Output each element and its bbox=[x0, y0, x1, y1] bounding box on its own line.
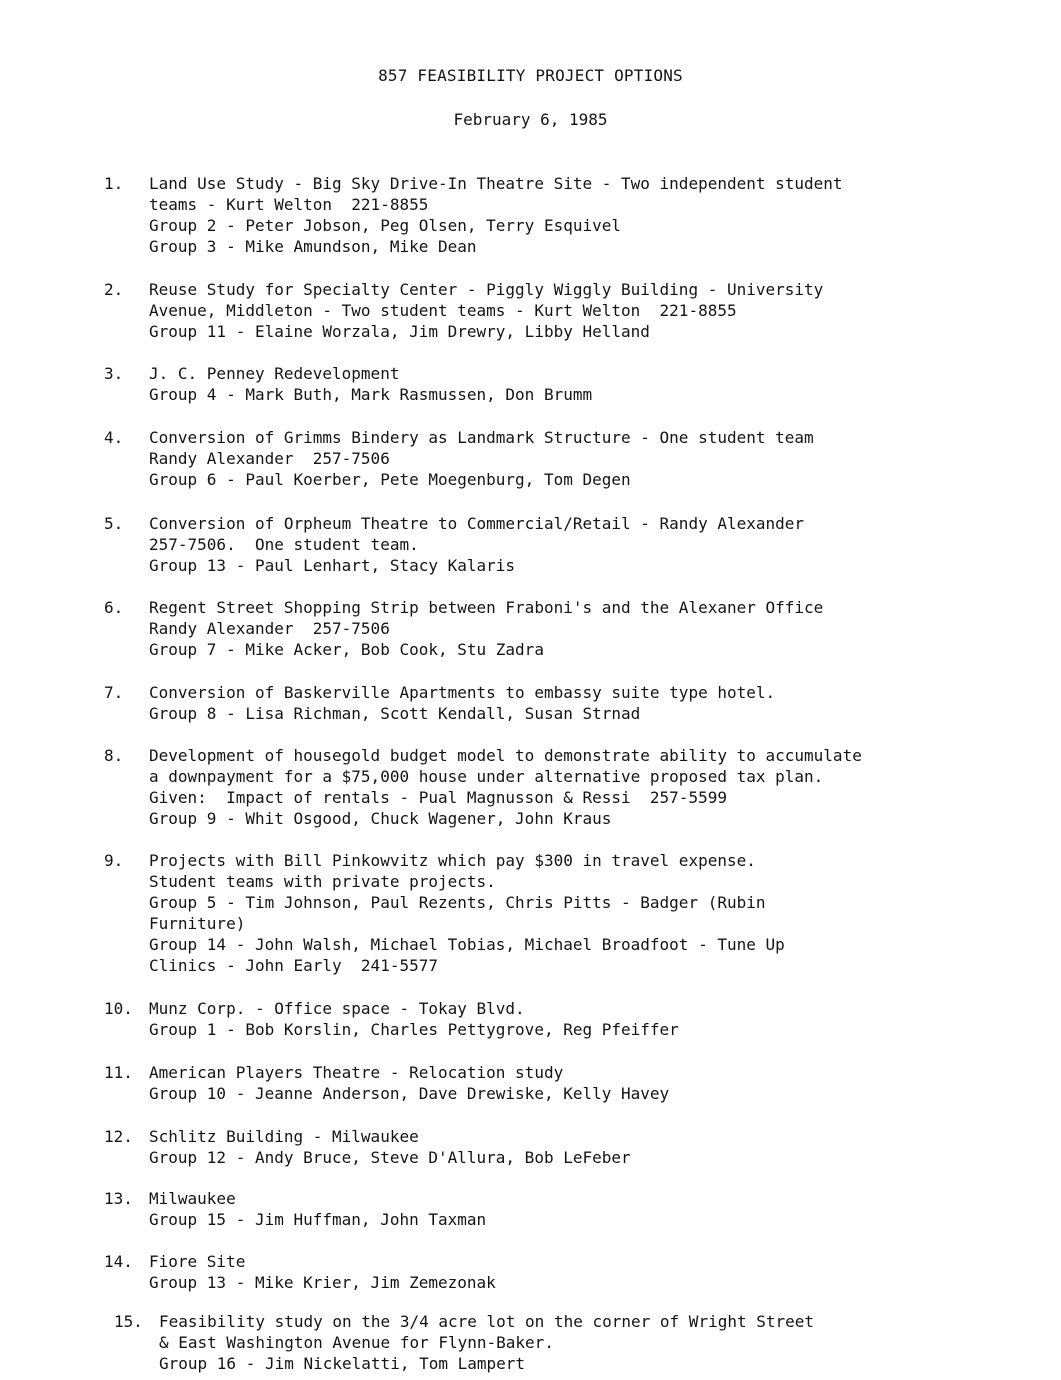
item-line: Group 3 - Mike Amundson, Mike Dean bbox=[149, 237, 477, 256]
item-line: Group 2 - Peter Jobson, Peg Olsen, Terry Esquivel bbox=[149, 216, 622, 235]
item-line: Group 9 - Whit Osgood, Chuck Wagener, John Kraus bbox=[149, 809, 612, 828]
item-line: J. C. Penney Redevelopment bbox=[149, 364, 400, 383]
item-line: Group 16 - Jim Nickelatti, Tom Lampert bbox=[159, 1354, 526, 1373]
item-line: Given: Impact of rentals - Pual Magnusson & Ressi 257-5599 bbox=[149, 788, 727, 807]
item-number: 12. bbox=[104, 1127, 133, 1146]
item-number: 10. bbox=[104, 999, 133, 1018]
item-number: 15. bbox=[114, 1312, 143, 1331]
item-line: Group 15 - Jim Huffman, John Taxman bbox=[149, 1210, 487, 1229]
item-line: Conversion of Grimms Bindery as Landmark Structure - One student team bbox=[149, 428, 814, 447]
item-line: Furniture) bbox=[149, 914, 246, 933]
item-line: a downpayment for a $75,000 house under alternative proposed tax plan. bbox=[149, 767, 824, 786]
item-line: teams - Kurt Welton 221-8855 bbox=[149, 195, 429, 214]
item-number: 4. bbox=[104, 428, 124, 447]
item-line: Student teams with private projects. bbox=[149, 872, 496, 891]
item-number: 13. bbox=[104, 1189, 133, 1208]
page-title: 857 FEASIBILITY PROJECT OPTIONS bbox=[378, 66, 683, 85]
item-line: Avenue, Middleton - Two student teams - Kurt Welton 221-8855 bbox=[149, 301, 737, 320]
item-line: Projects with Bill Pinkowvitz which pay $300 in travel expense. bbox=[149, 851, 756, 870]
item-line: American Players Theatre - Relocation study bbox=[149, 1063, 564, 1082]
item-line: Group 10 - Jeanne Anderson, Dave Drewiske, Kelly Havey bbox=[149, 1084, 670, 1103]
item-line: Milwaukee bbox=[149, 1189, 236, 1208]
item-line: Randy Alexander 257-7506 bbox=[149, 449, 390, 468]
item-line: Group 13 - Paul Lenhart, Stacy Kalaris bbox=[149, 556, 516, 575]
item-line: Group 7 - Mike Acker, Bob Cook, Stu Zadra bbox=[149, 640, 544, 659]
item-line: Group 14 - John Walsh, Michael Tobias, Michael Broadfoot - Tune Up bbox=[149, 935, 785, 954]
item-line: Group 13 - Mike Krier, Jim Zemezonak bbox=[149, 1273, 496, 1292]
item-number: 7. bbox=[104, 683, 124, 702]
item-line: & East Washington Avenue for Flynn-Baker. bbox=[159, 1333, 554, 1352]
item-line: Group 8 - Lisa Richman, Scott Kendall, Susan Strnad bbox=[149, 704, 641, 723]
item-number: 6. bbox=[104, 598, 124, 617]
item-line: Group 6 - Paul Koerber, Pete Moegenburg, Tom Degen bbox=[149, 470, 631, 489]
item-number: 14. bbox=[104, 1252, 133, 1271]
document-date: February 6, 1985 bbox=[453, 110, 608, 129]
item-line: Group 4 - Mark Buth, Mark Rasmussen, Don Brumm bbox=[149, 385, 593, 404]
item-line: Schlitz Building - Milwaukee bbox=[149, 1127, 419, 1146]
item-line: Conversion of Baskerville Apartments to embassy suite type hotel. bbox=[149, 683, 776, 702]
item-line: Randy Alexander 257-7506 bbox=[149, 619, 390, 638]
item-line: Group 11 - Elaine Worzala, Jim Drewry, Libby Helland bbox=[149, 322, 650, 341]
item-line: Feasibility study on the 3/4 acre lot on the corner of Wright Street bbox=[159, 1312, 815, 1331]
item-number: 8. bbox=[104, 746, 124, 765]
item-line: Regent Street Shopping Strip between Fraboni's and the Alexaner Office bbox=[149, 598, 824, 617]
item-line: Development of housegold budget model to demonstrate ability to accumulate bbox=[149, 746, 862, 765]
item-number: 5. bbox=[104, 514, 124, 533]
item-number: 9. bbox=[104, 851, 124, 870]
item-line: Conversion of Orpheum Theatre to Commercial/Retail - Randy Alexander bbox=[149, 514, 805, 533]
item-number: 2. bbox=[104, 280, 124, 299]
item-line: Fiore Site bbox=[149, 1252, 246, 1271]
item-line: 257-7506. One student team. bbox=[149, 535, 419, 554]
item-line: Land Use Study - Big Sky Drive-In Theatre Site - Two independent student bbox=[149, 174, 843, 193]
item-line: Reuse Study for Specialty Center - Piggly Wiggly Building - University bbox=[149, 280, 824, 299]
item-line: Group 5 - Tim Johnson, Paul Rezents, Chris Pitts - Badger (Rubin bbox=[149, 893, 766, 912]
item-number: 11. bbox=[104, 1063, 133, 1082]
item-number: 1. bbox=[104, 174, 124, 193]
item-line: Clinics - John Early 241-5577 bbox=[149, 956, 438, 975]
item-number: 3. bbox=[104, 364, 124, 383]
item-line: Munz Corp. - Office space - Tokay Blvd. bbox=[149, 999, 525, 1018]
item-line: Group 1 - Bob Korslin, Charles Pettygrove, Reg Pfeiffer bbox=[149, 1020, 679, 1039]
item-line: Group 12 - Andy Bruce, Steve D'Allura, Bob LeFeber bbox=[149, 1148, 631, 1167]
